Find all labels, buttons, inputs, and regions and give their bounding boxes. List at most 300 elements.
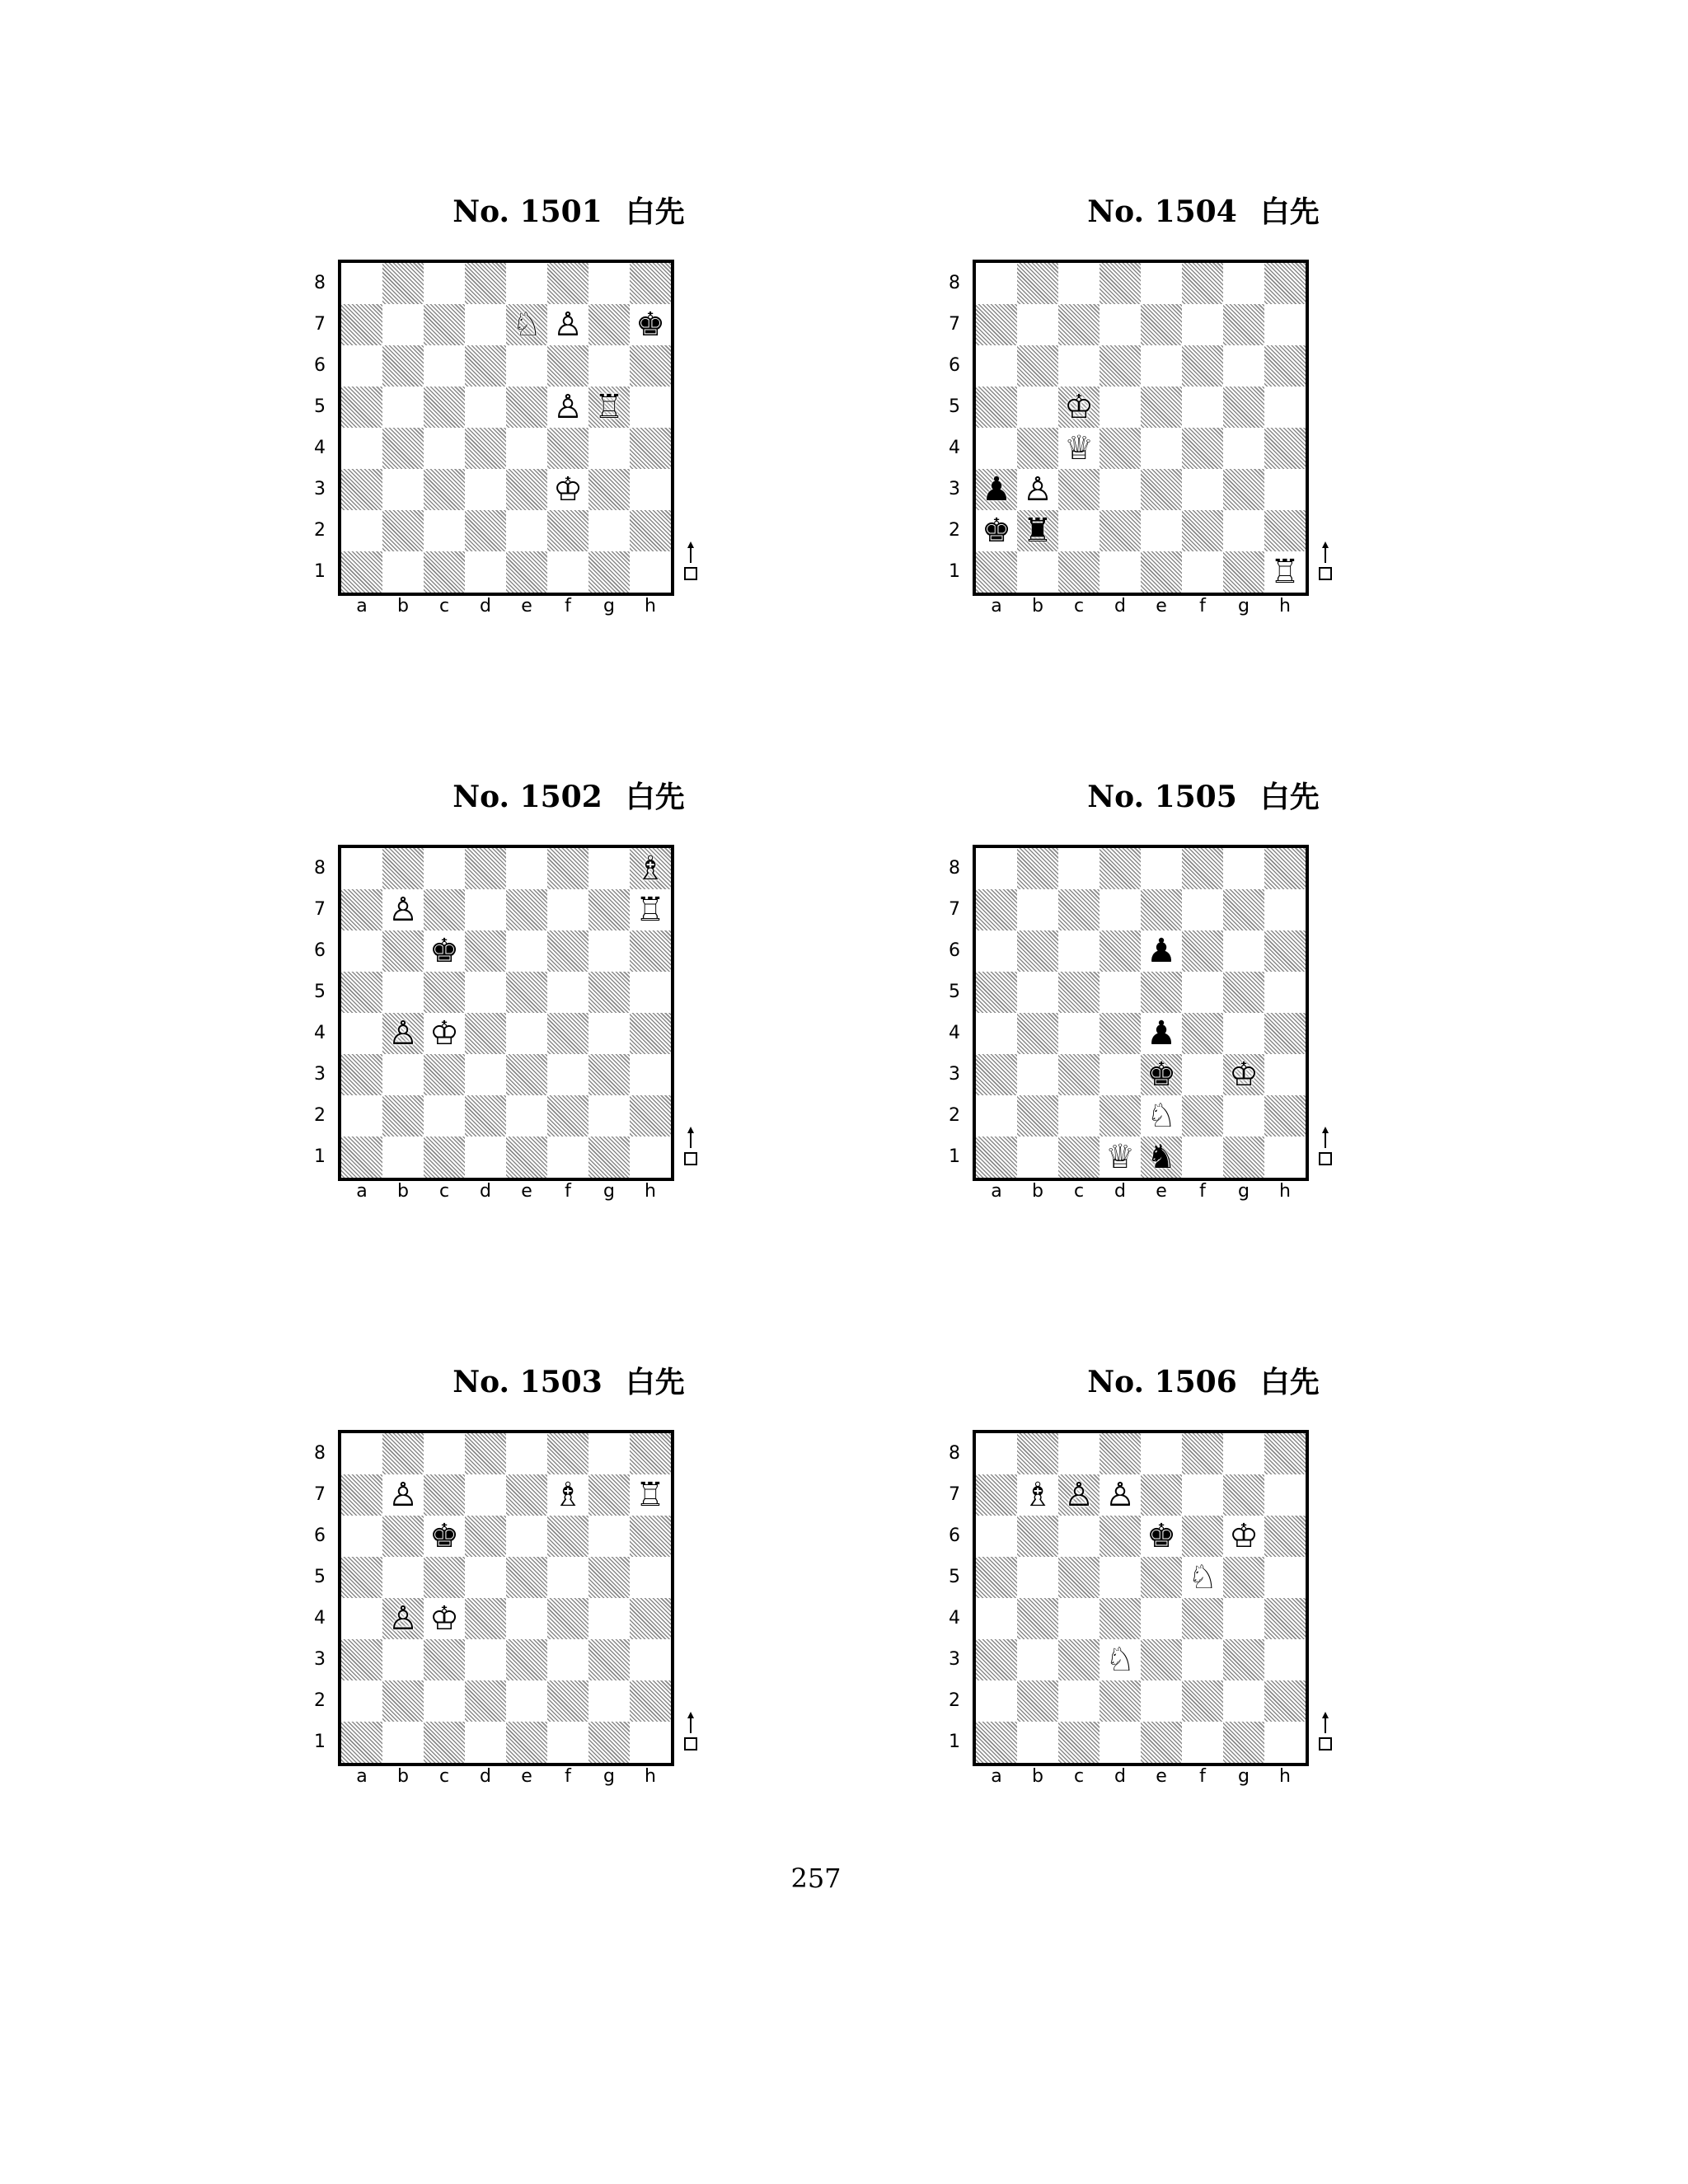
square-a3 (341, 469, 382, 510)
square-b6 (1017, 930, 1058, 972)
square-c8 (424, 848, 465, 889)
square-c6 (1058, 345, 1100, 387)
square-f8 (1182, 263, 1223, 304)
square-e5 (1141, 972, 1182, 1013)
square-h7 (1264, 304, 1306, 345)
piece-f5-icon: ♘ (1188, 1558, 1217, 1596)
file-label: g (603, 1766, 615, 1787)
file-label: a (991, 596, 1002, 616)
square-g6 (1223, 345, 1264, 387)
square-a3 (341, 1054, 382, 1095)
chess-board (338, 845, 674, 1181)
square-a2 (341, 510, 382, 551)
square-e5 (506, 387, 547, 428)
rank-label: 6 (949, 1526, 960, 1546)
square-f2 (1182, 1680, 1223, 1722)
square-b1 (1017, 1137, 1058, 1178)
file-label: b (1032, 1181, 1043, 1202)
puzzle-title (973, 779, 1434, 816)
square-a1 (341, 551, 382, 593)
square-b8 (382, 848, 424, 889)
square-e8 (506, 848, 547, 889)
rank-label: 8 (314, 1443, 326, 1464)
piece-c4-icon: ♕ (1064, 429, 1094, 467)
square-g8 (588, 1433, 630, 1474)
square-f1 (547, 551, 588, 593)
file-label: a (991, 1181, 1002, 1202)
square-c1 (424, 1722, 465, 1763)
square-g7 (1223, 889, 1264, 930)
square-h4 (630, 1598, 671, 1639)
piece-c6-icon: ♚ (429, 932, 459, 970)
piece-g5-icon: ♖ (594, 388, 624, 426)
rank-label: 1 (949, 561, 960, 582)
square-f8 (1182, 1433, 1223, 1474)
square-h6 (1264, 930, 1306, 972)
square-e4 (1141, 428, 1182, 469)
square-b4 (382, 428, 424, 469)
square-b3 (382, 469, 424, 510)
square-c5 (424, 972, 465, 1013)
square-f3 (1182, 469, 1223, 510)
square-d8 (1100, 263, 1141, 304)
square-f1 (1182, 551, 1223, 593)
square-f8 (547, 1433, 588, 1474)
square-a3 (976, 1639, 1017, 1680)
rank-label: 1 (949, 1732, 960, 1752)
square-b1 (382, 1137, 424, 1178)
side-to-move-arrow-icon (681, 540, 701, 581)
piece-c4-icon: ♔ (429, 1015, 459, 1052)
piece-e7-icon: ♘ (512, 306, 542, 344)
puzzle-number: No. 1506 (1087, 1365, 1237, 1399)
square-g3 (588, 469, 630, 510)
side-to-move-label: 白先 (1259, 1366, 1320, 1399)
square-e4 (1141, 1598, 1182, 1639)
square-e3 (506, 469, 547, 510)
square-c3 (1058, 469, 1100, 510)
square-b5 (1017, 387, 1058, 428)
rank-label: 7 (314, 1484, 326, 1505)
file-label: f (565, 596, 571, 616)
file-label: e (521, 596, 532, 616)
square-b2 (1017, 1095, 1058, 1137)
square-h1 (1264, 1137, 1306, 1178)
square-c7 (1058, 304, 1100, 345)
square-d2 (1100, 510, 1141, 551)
side-to-move-label: 白先 (1259, 195, 1320, 229)
square-d5 (1100, 387, 1141, 428)
square-h1 (630, 551, 671, 593)
square-a8 (976, 1433, 1017, 1474)
square-b6 (382, 1516, 424, 1557)
square-f3 (1182, 1639, 1223, 1680)
square-b5 (382, 387, 424, 428)
piece-h8-icon: ♗ (635, 850, 665, 888)
piece-d7-icon: ♙ (1105, 1476, 1135, 1514)
square-e4 (506, 1598, 547, 1639)
square-e6 (506, 930, 547, 972)
square-g2 (1223, 1095, 1264, 1137)
square-g2 (1223, 510, 1264, 551)
square-b7 (1017, 889, 1058, 930)
square-b5 (1017, 972, 1058, 1013)
square-a5 (976, 1557, 1017, 1598)
file-label: d (1114, 1181, 1126, 1202)
square-f4 (547, 1598, 588, 1639)
square-g7 (1223, 1474, 1264, 1516)
square-a7 (976, 304, 1017, 345)
square-g7 (1223, 304, 1264, 345)
square-a8 (341, 1433, 382, 1474)
square-e2 (506, 1680, 547, 1722)
file-label: e (521, 1181, 532, 1202)
square-c3 (1058, 1054, 1100, 1095)
file-label: c (1073, 1181, 1085, 1202)
square-h3 (1264, 1054, 1306, 1095)
file-label: c (1073, 596, 1085, 616)
square-a6 (976, 1516, 1017, 1557)
square-d8 (465, 1433, 506, 1474)
square-g6 (588, 345, 630, 387)
square-b2 (382, 1095, 424, 1137)
square-c8 (424, 263, 465, 304)
square-a2 (976, 1095, 1017, 1137)
square-h2 (630, 1680, 671, 1722)
page-number: 257 (790, 1863, 842, 1894)
square-b3 (382, 1054, 424, 1095)
square-g7 (588, 889, 630, 930)
square-b5 (382, 1557, 424, 1598)
square-h3 (630, 469, 671, 510)
square-d3 (465, 1639, 506, 1680)
square-g5 (1223, 387, 1264, 428)
square-e3 (1141, 469, 1182, 510)
square-e2 (506, 510, 547, 551)
rank-label: 3 (949, 1649, 960, 1670)
square-e6 (1141, 345, 1182, 387)
file-label: c (438, 596, 450, 616)
square-e4 (506, 1013, 547, 1054)
square-a1 (341, 1137, 382, 1178)
piece-b4-icon: ♙ (388, 1600, 418, 1638)
square-f2 (1182, 1095, 1223, 1137)
square-f3 (547, 1639, 588, 1680)
square-e6 (506, 345, 547, 387)
square-f8 (547, 263, 588, 304)
square-b5 (382, 972, 424, 1013)
square-f1 (547, 1137, 588, 1178)
square-c2 (1058, 1095, 1100, 1137)
square-d7 (1100, 889, 1141, 930)
piece-a2-icon: ♚ (982, 512, 1011, 550)
square-f6 (547, 1516, 588, 1557)
square-h4 (1264, 428, 1306, 469)
square-e7 (506, 889, 547, 930)
square-e5 (506, 1557, 547, 1598)
square-g2 (588, 1095, 630, 1137)
square-a2 (341, 1680, 382, 1722)
piece-b7-icon: ♙ (388, 891, 418, 929)
piece-b3-icon: ♙ (1023, 471, 1053, 509)
file-label: f (1199, 596, 1206, 616)
square-g2 (588, 510, 630, 551)
rank-label: 2 (314, 1105, 326, 1126)
square-c8 (424, 1433, 465, 1474)
rank-label: 3 (949, 1064, 960, 1085)
rank-label: 7 (314, 899, 326, 920)
rank-label: 4 (314, 438, 326, 458)
square-c2 (424, 510, 465, 551)
square-h4 (630, 428, 671, 469)
square-d7 (1100, 304, 1141, 345)
square-f4 (547, 428, 588, 469)
square-d8 (465, 263, 506, 304)
square-g8 (1223, 848, 1264, 889)
file-label: a (356, 596, 368, 616)
rank-label: 7 (949, 899, 960, 920)
square-g1 (588, 1137, 630, 1178)
square-c6 (1058, 1516, 1100, 1557)
rank-label: 5 (949, 1567, 960, 1587)
square-h2 (630, 1095, 671, 1137)
square-f6 (547, 345, 588, 387)
square-a6 (976, 345, 1017, 387)
square-a8 (976, 848, 1017, 889)
square-a4 (341, 428, 382, 469)
square-h3 (1264, 1639, 1306, 1680)
square-d2 (465, 510, 506, 551)
piece-h7-icon: ♖ (635, 1476, 665, 1514)
rank-label: 8 (949, 1443, 960, 1464)
piece-c6-icon: ♚ (429, 1517, 459, 1555)
piece-f3-icon: ♔ (553, 471, 583, 509)
square-h8 (630, 1433, 671, 1474)
piece-c4-icon: ♔ (429, 1600, 459, 1638)
puzzle-number: No. 1502 (452, 780, 603, 814)
side-to-move-arrow-icon (1315, 540, 1335, 581)
rank-label: 5 (314, 982, 326, 1002)
square-g2 (588, 1680, 630, 1722)
square-a3 (976, 1054, 1017, 1095)
square-e5 (1141, 387, 1182, 428)
square-f4 (1182, 1013, 1223, 1054)
square-c5 (424, 387, 465, 428)
square-d8 (1100, 1433, 1141, 1474)
square-f3 (547, 1054, 588, 1095)
square-a7 (341, 1474, 382, 1516)
square-e2 (1141, 510, 1182, 551)
square-a6 (341, 345, 382, 387)
square-c7 (424, 889, 465, 930)
square-e4 (506, 428, 547, 469)
square-a4 (976, 428, 1017, 469)
square-c3 (424, 469, 465, 510)
square-c6 (424, 345, 465, 387)
square-a4 (341, 1013, 382, 1054)
puzzle-title (973, 1364, 1434, 1401)
square-d4 (1100, 1013, 1141, 1054)
square-h6 (1264, 1516, 1306, 1557)
rank-label: 6 (949, 355, 960, 376)
side-to-move-arrow-icon (1315, 1710, 1335, 1751)
square-g5 (1223, 972, 1264, 1013)
square-c1 (424, 1137, 465, 1178)
square-a2 (976, 1680, 1017, 1722)
square-f8 (1182, 848, 1223, 889)
file-label: d (1114, 1766, 1126, 1787)
square-b8 (1017, 848, 1058, 889)
square-a4 (341, 1598, 382, 1639)
square-d5 (1100, 972, 1141, 1013)
square-c8 (1058, 1433, 1100, 1474)
square-d2 (1100, 1680, 1141, 1722)
piece-e6-icon: ♟ (1146, 932, 1176, 970)
square-c1 (1058, 1137, 1100, 1178)
file-label: e (1156, 596, 1167, 616)
piece-g3-icon: ♔ (1229, 1056, 1259, 1094)
square-a8 (976, 263, 1017, 304)
rank-label: 4 (949, 438, 960, 458)
square-g5 (588, 972, 630, 1013)
square-d6 (465, 1516, 506, 1557)
rank-label: 1 (949, 1146, 960, 1167)
piece-a3-icon: ♟ (982, 471, 1011, 509)
square-h3 (630, 1639, 671, 1680)
file-label: g (603, 596, 615, 616)
rank-label: 8 (949, 273, 960, 293)
rank-label: 4 (949, 1608, 960, 1629)
square-c7 (424, 304, 465, 345)
square-b2 (1017, 1680, 1058, 1722)
square-b7 (382, 304, 424, 345)
square-a1 (976, 1722, 1017, 1763)
square-b4 (1017, 1013, 1058, 1054)
square-d4 (465, 428, 506, 469)
square-h2 (1264, 510, 1306, 551)
square-d1 (465, 1722, 506, 1763)
square-c2 (424, 1095, 465, 1137)
square-f7 (1182, 304, 1223, 345)
file-label: h (645, 1766, 656, 1787)
square-h1 (630, 1722, 671, 1763)
square-c6 (1058, 930, 1100, 972)
rank-label: 6 (949, 940, 960, 961)
square-e2 (1141, 1680, 1182, 1722)
square-c1 (1058, 551, 1100, 593)
square-e7 (1141, 304, 1182, 345)
square-d7 (465, 1474, 506, 1516)
file-label: f (1199, 1766, 1206, 1787)
file-label: a (991, 1766, 1002, 1787)
square-c1 (424, 551, 465, 593)
square-b3 (1017, 1054, 1058, 1095)
rank-label: 7 (949, 1484, 960, 1505)
square-f5 (1182, 972, 1223, 1013)
square-g4 (588, 428, 630, 469)
rank-label: 6 (314, 355, 326, 376)
piece-e1-icon: ♞ (1146, 1138, 1176, 1176)
square-e8 (506, 1433, 547, 1474)
square-d6 (465, 930, 506, 972)
square-d4 (465, 1013, 506, 1054)
square-e1 (506, 1722, 547, 1763)
square-h5 (1264, 1557, 1306, 1598)
piece-d3-icon: ♘ (1105, 1641, 1135, 1679)
square-a5 (976, 972, 1017, 1013)
rank-label: 2 (949, 1690, 960, 1711)
file-label: b (1032, 596, 1043, 616)
square-b6 (382, 345, 424, 387)
square-b7 (1017, 304, 1058, 345)
square-d6 (1100, 930, 1141, 972)
square-d1 (465, 551, 506, 593)
square-g7 (588, 1474, 630, 1516)
file-label: d (1114, 596, 1126, 616)
square-g1 (1223, 1722, 1264, 1763)
rank-label: 3 (314, 1064, 326, 1085)
square-h1 (1264, 1722, 1306, 1763)
puzzle-1501 (314, 194, 799, 655)
piece-c5-icon: ♔ (1064, 388, 1094, 426)
square-a8 (341, 263, 382, 304)
square-a5 (341, 387, 382, 428)
file-label: a (356, 1181, 368, 1202)
square-e7 (506, 1474, 547, 1516)
square-g4 (1223, 428, 1264, 469)
side-to-move-label: 白先 (625, 1366, 685, 1399)
square-e1 (1141, 551, 1182, 593)
file-label: d (480, 1766, 491, 1787)
square-h5 (1264, 972, 1306, 1013)
puzzle-1503 (314, 1364, 799, 1825)
square-h3 (1264, 469, 1306, 510)
square-d7 (465, 889, 506, 930)
rank-label: 7 (314, 314, 326, 335)
square-a4 (976, 1013, 1017, 1054)
square-b6 (382, 930, 424, 972)
square-c2 (424, 1680, 465, 1722)
square-c5 (424, 1557, 465, 1598)
piece-b7-icon: ♙ (388, 1476, 418, 1514)
square-b6 (1017, 1516, 1058, 1557)
file-label: c (438, 1766, 450, 1787)
chess-board (973, 260, 1309, 596)
rank-label: 5 (949, 396, 960, 417)
square-d2 (465, 1680, 506, 1722)
chess-board (973, 845, 1309, 1181)
square-e1 (506, 551, 547, 593)
square-g1 (588, 1722, 630, 1763)
file-label: b (397, 596, 409, 616)
square-d6 (1100, 345, 1141, 387)
square-e6 (506, 1516, 547, 1557)
side-to-move-arrow-icon (681, 1125, 701, 1166)
square-e8 (506, 263, 547, 304)
square-b8 (1017, 1433, 1058, 1474)
rank-label: 3 (314, 479, 326, 499)
file-label: e (1156, 1766, 1167, 1787)
square-h5 (630, 972, 671, 1013)
rank-label: 2 (949, 1105, 960, 1126)
square-h3 (630, 1054, 671, 1095)
square-d4 (465, 1598, 506, 1639)
file-label: f (565, 1181, 571, 1202)
square-b4 (1017, 428, 1058, 469)
square-g4 (1223, 1013, 1264, 1054)
square-c3 (1058, 1639, 1100, 1680)
puzzle-1504 (949, 194, 1434, 655)
